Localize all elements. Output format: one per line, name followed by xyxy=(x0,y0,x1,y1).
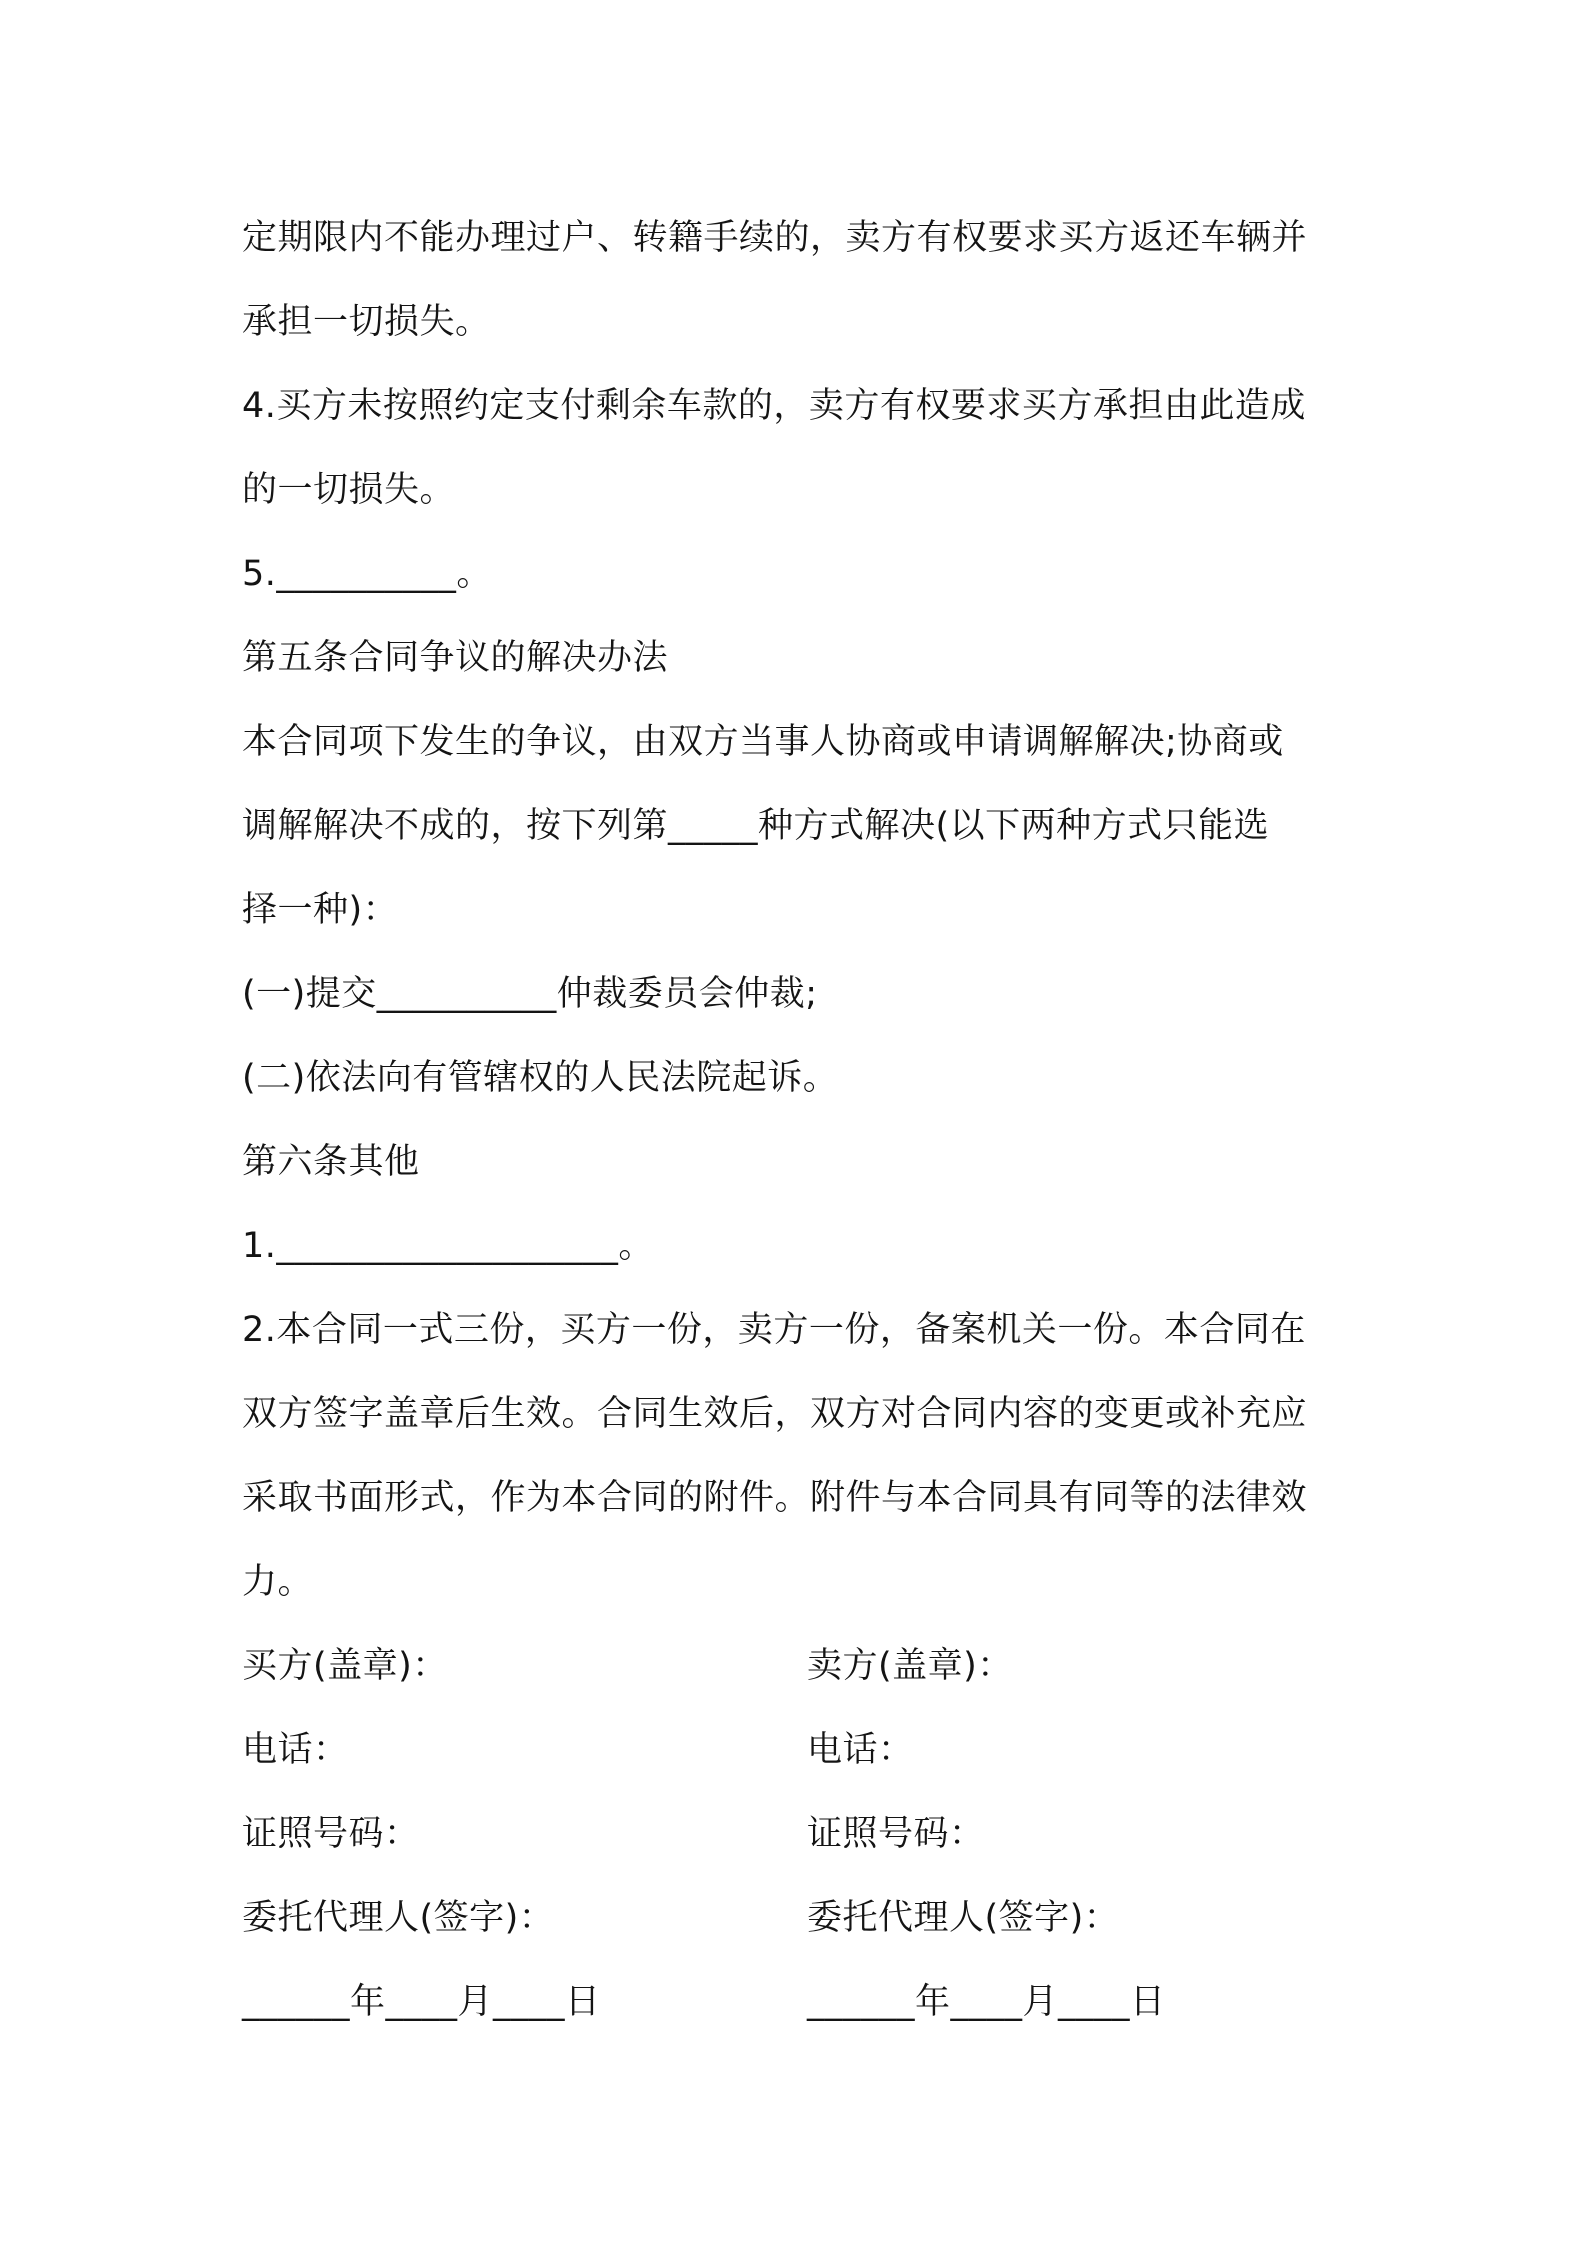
buyer-agent-label: 委托代理人(签字)： xyxy=(242,1898,555,1938)
paragraph-line: 力。 xyxy=(242,1562,314,1602)
signature-row-phone xyxy=(242,1708,1362,1792)
contract-page xyxy=(242,196,1362,2044)
paragraph-line: 的一切损失。 xyxy=(242,470,456,510)
paragraph-line: 择一种)： xyxy=(242,890,399,930)
buyer-seal-label: 买方(盖章)： xyxy=(242,1646,448,1686)
section-heading-5: 第五条合同争议的解决办法 xyxy=(242,638,669,678)
paragraph-line: 5.__________。 xyxy=(242,554,492,594)
paragraph-line: 定期限内不能办理过户、转籍手续的，卖方有权要求买方返还车辆并 xyxy=(242,218,1308,258)
seller-license-label: 证照号码： xyxy=(807,1814,985,1854)
section-heading-6: 第六条其他 xyxy=(242,1142,420,1182)
paragraph-line: 双方签字盖章后生效。合同生效后，双方对合同内容的变更或补充应 xyxy=(242,1394,1308,1434)
paragraph-line: 1.___________________。 xyxy=(242,1226,654,1266)
seller-seal-label: 卖方(盖章)： xyxy=(807,1646,1013,1686)
paragraph-line: 4.买方未按照约定支付剩余车款的，卖方有权要求买方承担由此造成 xyxy=(242,386,1306,426)
signature-row-license xyxy=(242,1792,1362,1876)
signature-row-seal xyxy=(242,1624,1362,1708)
buyer-phone-label: 电话： xyxy=(242,1730,349,1770)
paragraph-line: 2.本合同一式三份，买方一份，卖方一份，备案机关一份。本合同在 xyxy=(242,1310,1306,1350)
paragraph-line: 采取书面形式，作为本合同的附件。附件与本合同具有同等的法律效 xyxy=(242,1478,1308,1518)
seller-agent-label: 委托代理人(签字)： xyxy=(807,1898,1120,1938)
paragraph-line: (一)提交__________仲裁委员会仲裁; xyxy=(242,974,818,1014)
paragraph-line: 承担一切损失。 xyxy=(242,302,491,342)
paragraph-line: 调解解决不成的，按下列第_____种方式解决(以下两种方式只能选 xyxy=(242,806,1270,846)
buyer-date-field: ______年____月____日 xyxy=(242,1982,601,2022)
seller-date-field: ______年____月____日 xyxy=(807,1982,1166,2022)
seller-phone-label: 电话： xyxy=(807,1730,914,1770)
signature-row-agent xyxy=(242,1876,1362,1960)
paragraph-line: 本合同项下发生的争议，由双方当事人协商或申请调解解决;协商或 xyxy=(242,722,1284,762)
paragraph-line: (二)依法向有管辖权的人民法院起诉。 xyxy=(242,1058,839,1098)
buyer-license-label: 证照号码： xyxy=(242,1814,420,1854)
signature-row-date xyxy=(242,1960,1362,2044)
